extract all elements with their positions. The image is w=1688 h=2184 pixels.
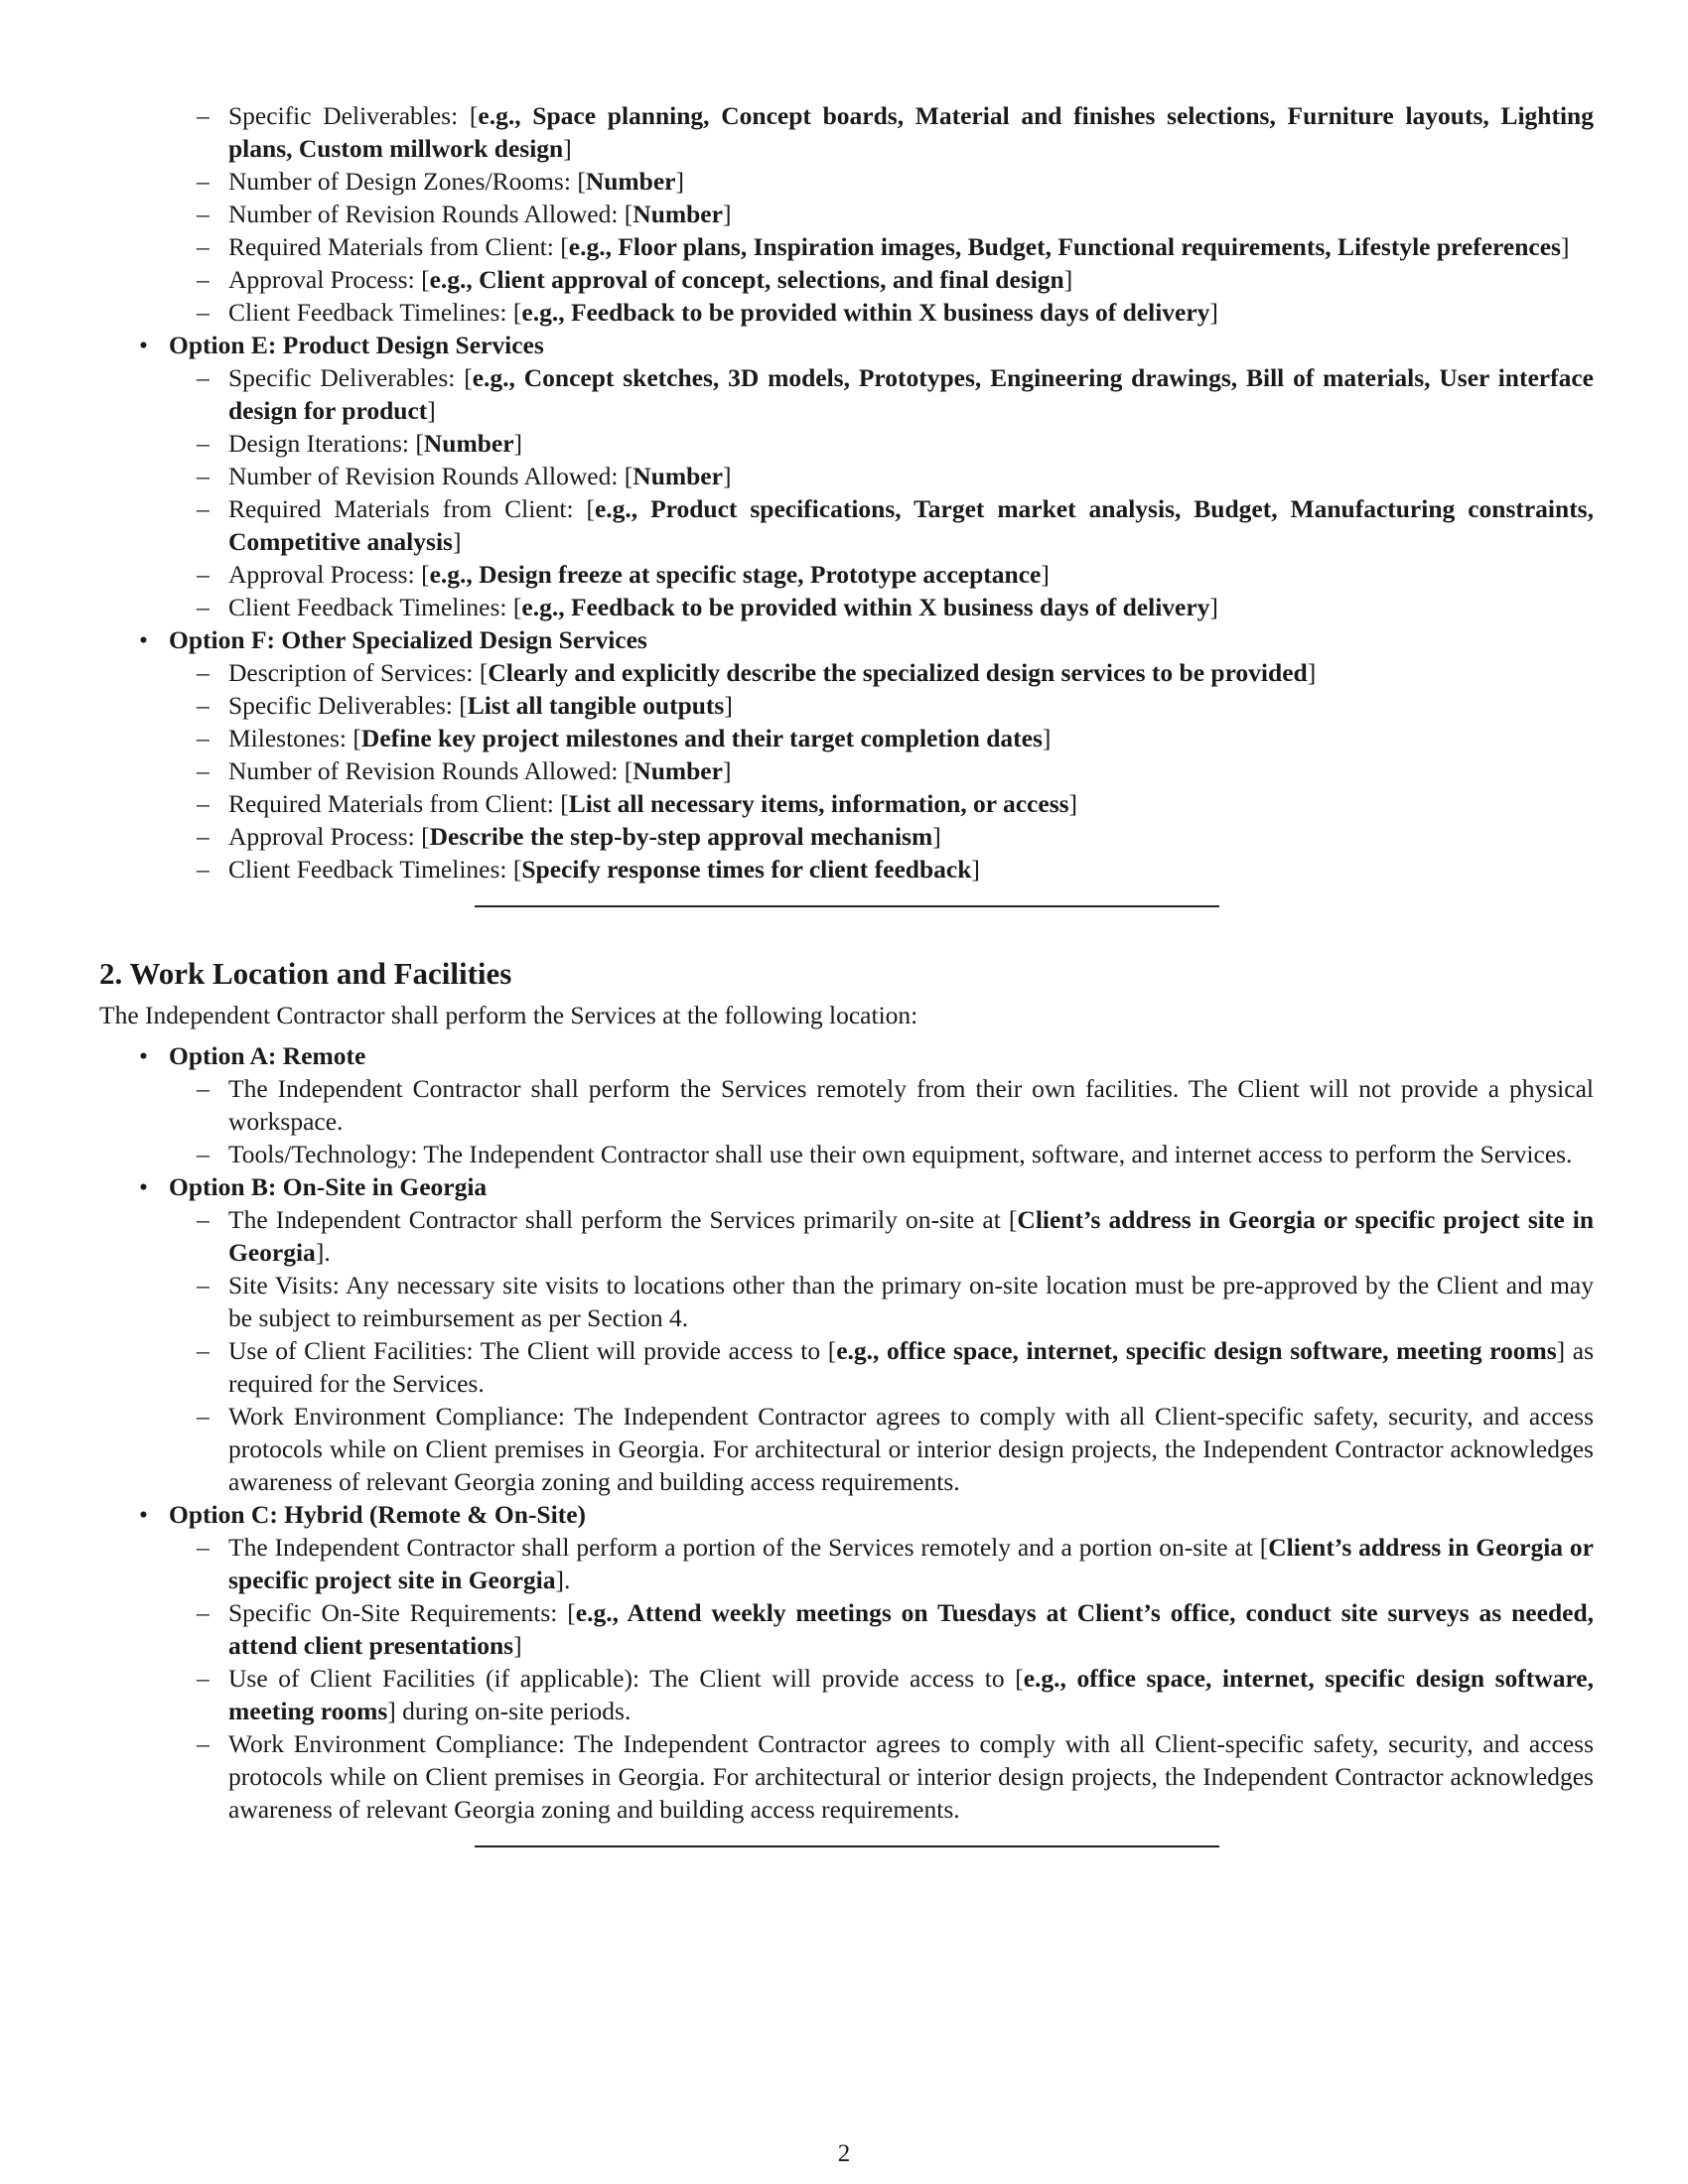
placeholder-value: Specify response times for client feedback xyxy=(521,855,972,884)
sub-item: – Approval Process: [e.g., Design freeze at specific stage, Prototype acceptance] xyxy=(197,560,1050,589)
option-title: Option F: Other Specialized Design Services xyxy=(169,625,647,654)
dash-icon: – xyxy=(197,298,210,327)
sub-item-label: Required Materials from Client: xyxy=(228,232,561,261)
sub-item-label: Number of Design Zones/Rooms: xyxy=(228,167,578,196)
sub-item-label: Specific Deliverables: xyxy=(228,363,465,392)
dash-icon: – xyxy=(197,363,210,392)
bullet-icon: • xyxy=(139,1500,148,1529)
dash-icon: – xyxy=(197,822,210,851)
section2-options-list xyxy=(99,1039,1594,1826)
sub-item-label: Use of Client Facilities (if applicable): The Client will provide access to xyxy=(228,1664,1016,1693)
placeholder-value: e.g., office space, internet, specific design software, meeting rooms xyxy=(836,1336,1557,1365)
sub-item-label: Design Iterations: xyxy=(228,429,416,458)
placeholder-value: e.g., Design freeze at specific stage, Prototype acceptance xyxy=(429,560,1042,589)
sub-item-label: Description of Services: xyxy=(228,658,480,687)
sub-item-label: Number of Revision Rounds Allowed: xyxy=(228,756,625,785)
sub-item-label: Use of Client Facilities: The Client will provide access to xyxy=(228,1336,828,1365)
sub-item: – Approval Process: [Describe the step-by-step approval mechanism] xyxy=(197,822,941,851)
dash-icon: – xyxy=(197,1336,210,1365)
sub-item-label: Approval Process: xyxy=(228,822,422,851)
sub-item: – Client Feedback Timelines: [e.g., Feedback to be provided within X business days of delivery] xyxy=(197,298,1218,327)
placeholder-value: List all tangible outputs xyxy=(467,691,725,720)
sub-item-label: Client Feedback Timelines: xyxy=(228,298,513,327)
sub-item-label: Milestones: xyxy=(228,724,353,752)
sub-item-label: Number of Revision Rounds Allowed: xyxy=(228,200,625,228)
sub-item: – Number of Revision Rounds Allowed: [Number] xyxy=(197,756,732,785)
dash-icon: – xyxy=(197,1664,210,1693)
dash-icon: – xyxy=(197,1598,210,1627)
sub-item: – Approval Process: [e.g., Client approval of concept, selections, and final design] xyxy=(197,265,1073,294)
dash-icon: – xyxy=(197,1074,210,1103)
option-item xyxy=(139,329,1594,623)
section1-options-list xyxy=(99,99,1594,886)
placeholder-value: e.g., Attend weekly meetings on Tuesdays at Client’s office, conduct site surveys as needed, attend client presentations xyxy=(228,1598,1594,1660)
sub-item-label: Client Feedback Timelines: xyxy=(228,855,513,884)
option-title: Option A: Remote xyxy=(169,1041,366,1070)
dash-icon: – xyxy=(197,1205,210,1234)
option-title: Option B: On-Site in Georgia xyxy=(169,1172,488,1201)
bullet-icon: • xyxy=(139,1041,148,1070)
option-item xyxy=(139,1170,1595,1498)
dash-icon: – xyxy=(197,560,210,589)
placeholder-value: Define key project milestones and their target completion dates xyxy=(360,724,1043,752)
sub-item: – Specific On-Site Requirements: [e.g., Attend weekly meetings on Tuesdays at Client’s office, conduct site surveys as needed, attend client presentations] xyxy=(197,1598,1594,1660)
placeholder-value: Number xyxy=(423,429,514,458)
placeholder-value: e.g., Space planning, Concept boards, Material and finishes selections, Furniture layouts, Lighting plans, Custom millwork design xyxy=(228,101,1594,163)
sub-item: – Required Materials from Client: [e.g., Floor plans, Inspiration images, Budget, Functional requirements, Lifestyle preferences] xyxy=(197,232,1570,261)
dash-icon: – xyxy=(197,658,210,687)
dash-icon: – xyxy=(197,462,210,490)
dash-icon: – xyxy=(197,1271,210,1299)
placeholder-value: e.g., Client approval of concept, selections, and final design xyxy=(429,265,1064,294)
sub-item-label: Specific On-Site Requirements: xyxy=(228,1598,568,1627)
sub-item-suffix: . xyxy=(324,1238,331,1267)
sub-item-label: Approval Process: xyxy=(228,560,422,589)
placeholder-value: Number xyxy=(633,756,723,785)
sub-item-label: Approval Process: xyxy=(228,265,422,294)
sub-item-label: Work Environment Compliance: The Independent Contractor agrees to comply with all Client-specific safety, security, and access protocols while on Client premises in Georgia. For architectural or interior design projects, the Independent Contractor acknowledges awareness of relevant Georgia zoning and building access requirements. xyxy=(228,1729,1594,1824)
option-title: Option C: Hybrid (Remote & On-Site) xyxy=(169,1500,587,1529)
dash-icon: – xyxy=(197,855,210,884)
sub-item: – Client Feedback Timelines: [Specify response times for client feedback] xyxy=(197,855,980,884)
sub-item: – Use of Client Facilities (if applicable): The Client will provide access to [e.g., office space, internet, specific design software, meeting rooms] during on-site periods. xyxy=(197,1664,1595,1725)
placeholder-value: e.g., office space, internet, specific design software, meeting rooms xyxy=(228,1664,1595,1725)
sub-item xyxy=(197,1727,1594,1826)
sub-item-label: The Independent Contractor shall perform the Services remotely from their own facilities. The Client will not provide a physical workspace. xyxy=(228,1074,1594,1136)
sub-item-label: Required Materials from Client: xyxy=(228,789,561,818)
dash-icon: – xyxy=(197,1729,210,1758)
sub-item-label: Required Materials from Client: xyxy=(228,494,587,523)
placeholder-value: e.g., Floor plans, Inspiration images, Budget, Functional requirements, Lifestyle preferences xyxy=(568,232,1561,261)
dash-icon: – xyxy=(197,789,210,818)
option-item xyxy=(139,623,1594,886)
dash-icon: – xyxy=(197,756,210,785)
horizontal-rule xyxy=(475,1845,1219,1847)
sub-item: – Required Materials from Client: [e.g., Product specifications, Target market analysis, Budget, Manufacturing constraints, Competitive analysis] xyxy=(197,494,1594,556)
sub-item-suffix: as required for the Services. xyxy=(228,1336,1594,1398)
placeholder-value: Number xyxy=(633,462,723,490)
dash-icon: – xyxy=(197,1140,210,1168)
option-item xyxy=(139,1039,1594,1170)
sub-item-label: Specific Deliverables: xyxy=(228,101,470,130)
sub-item xyxy=(197,1072,1594,1138)
sub-item: – Number of Design Zones/Rooms: [Number] xyxy=(197,167,684,196)
dash-icon: – xyxy=(197,232,210,261)
dash-icon: – xyxy=(197,429,210,458)
dash-icon: – xyxy=(197,691,210,720)
option-item xyxy=(139,1498,1595,1826)
placeholder-value: Clearly and explicitly describe the specialized design services to be provided xyxy=(488,658,1308,687)
sub-item: – Specific Deliverables: [e.g., Space planning, Concept boards, Material and finishes selections, Furniture layouts, Lighting plans, Custom millwork design] xyxy=(197,101,1594,163)
section-heading: 2. Work Location and Facilities xyxy=(99,956,512,991)
placeholder-value: e.g., Product specifications, Target market analysis, Budget, Manufacturing constraints, Competitive analysis xyxy=(228,494,1594,556)
placeholder-value: e.g., Feedback to be provided within X business days of delivery xyxy=(521,593,1210,621)
sub-item: – Description of Services: [Clearly and explicitly describe the specialized design services to be provided] xyxy=(197,658,1317,687)
dash-icon: – xyxy=(197,1533,210,1562)
dash-icon: – xyxy=(197,167,210,196)
placeholder-value: Client’s address in Georgia or specific project site in Georgia xyxy=(228,1533,1594,1594)
sub-item-label: Number of Revision Rounds Allowed: xyxy=(228,462,625,490)
sub-item: – Client Feedback Timelines: [e.g., Feedback to be provided within X business days of delivery] xyxy=(197,593,1218,621)
page-number: 2 xyxy=(837,2140,851,2167)
sub-item: – Design Iterations: [Number] xyxy=(197,429,523,458)
sub-item: – Use of Client Facilities: The Client will provide access to [e.g., office space, internet, specific design software, meeting rooms] as required for the Services. xyxy=(197,1336,1594,1398)
dash-icon: – xyxy=(197,593,210,621)
placeholder-value: List all necessary items, information, or access xyxy=(568,789,1069,818)
dash-icon: – xyxy=(197,724,210,752)
sub-item-label: Site Visits: Any necessary site visits to locations other than the primary on-site location must be pre-approved by the Client and may be subject to reimbursement as per Section 4. xyxy=(228,1271,1594,1332)
sub-item-label: Tools/Technology: The Independent Contractor shall use their own equipment, software, and internet access to perform the Services. xyxy=(228,1140,1573,1168)
bullet-icon: • xyxy=(139,625,148,654)
dash-icon: – xyxy=(197,1402,210,1431)
sub-item-suffix: during on-site periods. xyxy=(395,1697,632,1725)
sub-item: – The Independent Contractor shall perform a portion of the Services remotely and a portion on-site at [Client’s address in Georgia or specific project site in Georgia]. xyxy=(197,1533,1594,1594)
sub-item: – The Independent Contractor shall perform the Services primarily on-site at [Client’s address in Georgia or specific project site in Georgia]. xyxy=(197,1205,1595,1267)
placeholder-value: e.g., Concept sketches, 3D models, Prototypes, Engineering drawings, Bill of materials, User interface design for product xyxy=(228,363,1594,425)
sub-item: – Number of Revision Rounds Allowed: [Number] xyxy=(197,462,732,490)
page-content xyxy=(99,99,1594,1847)
sub-item: – Specific Deliverables: [e.g., Concept sketches, 3D models, Prototypes, Engineering drawings, Bill of materials, User interface design for product] xyxy=(197,363,1594,425)
option-title: Option E: Product Design Services xyxy=(169,331,544,359)
section-intro: The Independent Contractor shall perform the Services at the following location: xyxy=(99,1001,918,1029)
sub-item xyxy=(197,1400,1594,1498)
sub-item xyxy=(197,1269,1594,1334)
sub-item-label: The Independent Contractor shall perform a portion of the Services remotely and a portion on-site at xyxy=(228,1533,1260,1562)
sub-item-suffix: . xyxy=(564,1566,571,1594)
bullet-icon: • xyxy=(139,331,148,359)
bullet-icon: • xyxy=(139,1172,148,1201)
option-item-continued xyxy=(169,99,1594,329)
sub-item: – Required Materials from Client: [List all necessary items, information, or access] xyxy=(197,789,1078,818)
placeholder-value: Client’s address in Georgia or specific project site in Georgia xyxy=(228,1205,1595,1267)
sub-item xyxy=(197,1138,1594,1170)
dash-icon: – xyxy=(197,200,210,228)
placeholder-value: Describe the step-by-step approval mechanism xyxy=(429,822,933,851)
sub-item: – Number of Revision Rounds Allowed: [Number] xyxy=(197,200,732,228)
sub-item: – Specific Deliverables: [List all tangible outputs] xyxy=(197,691,733,720)
sub-item-label: The Independent Contractor shall perform the Services primarily on-site at xyxy=(228,1205,1009,1234)
dash-icon: – xyxy=(197,494,210,523)
sub-item-label: Work Environment Compliance: The Independent Contractor agrees to comply with all Client-specific safety, security, and access protocols while on Client premises in Georgia. For architectural or interior design projects, the Independent Contractor acknowledges awareness of relevant Georgia zoning and building access requirements. xyxy=(228,1402,1594,1496)
dash-icon: – xyxy=(197,265,210,294)
dash-icon: – xyxy=(197,101,210,130)
sub-item-label: Client Feedback Timelines: xyxy=(228,593,513,621)
sub-item-label: Specific Deliverables: xyxy=(228,691,460,720)
placeholder-value: Number xyxy=(585,167,676,196)
placeholder-value: Number xyxy=(633,200,723,228)
sub-item: – Milestones: [Define key project milestones and their target completion dates] xyxy=(197,724,1052,752)
placeholder-value: e.g., Feedback to be provided within X business days of delivery xyxy=(521,298,1210,327)
